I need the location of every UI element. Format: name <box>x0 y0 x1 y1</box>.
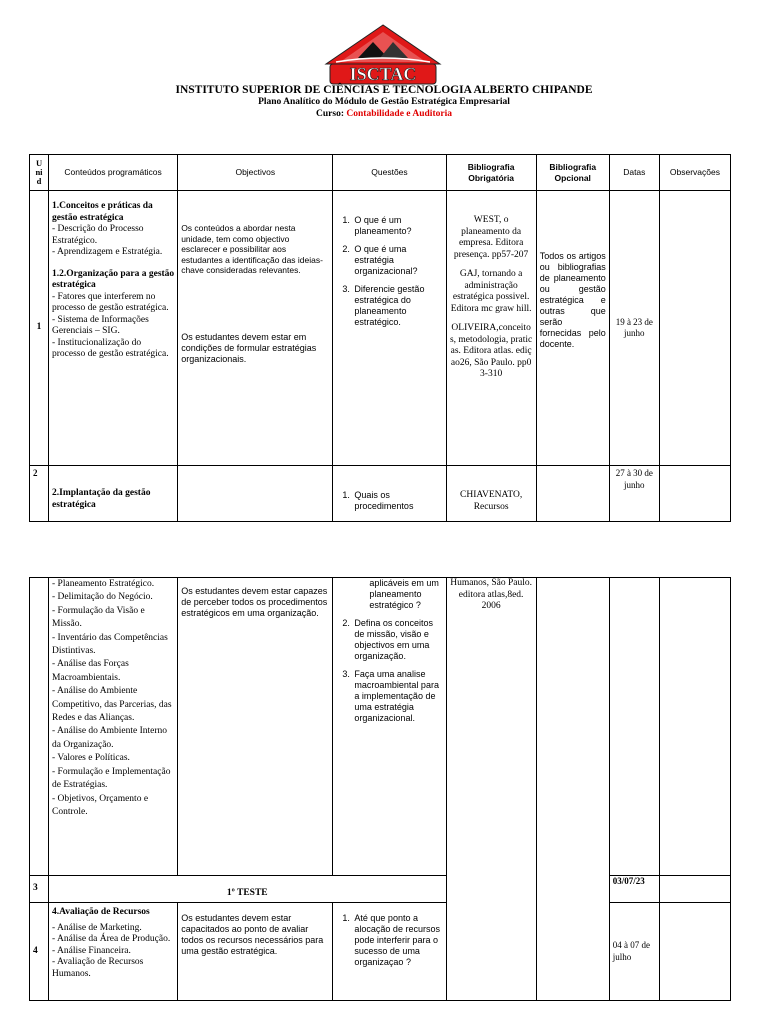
test-label: 1º TESTE <box>49 876 447 903</box>
questions-cell <box>333 578 446 876</box>
unit-number: 4 <box>30 903 49 1001</box>
observations-cell <box>659 191 730 466</box>
unit-number: 2 <box>30 466 49 522</box>
bib-opc-text: Todos os artigos ou bibliografias de planeamento ou gestão estratégica e outras que serão fornecidas pelo docente. <box>539 251 606 349</box>
dates-cell: 03/07/23 <box>609 876 659 903</box>
content-item: - Fatores que interferem no processo de gestão estratégica. <box>52 291 169 313</box>
dates-cell: 04 à 07 de julho <box>609 903 659 1001</box>
bib-entry: GAJ, tornando a administração estratégica possivel. Editora mc graw hill. <box>450 269 532 314</box>
content-item: - Institucionalização do processo de gestão estratégica. <box>52 337 169 359</box>
content-item: - Descrição do Processo Estratégico. <box>52 224 144 246</box>
plan-table-part-1 <box>29 154 731 522</box>
dates-cell: 27 à 30 de junho <box>609 466 659 522</box>
institute-title: INSTITUTO SUPERIOR DE CIÊNCIAS E TECNOLOGIA ALBERTO CHIPANDE <box>175 84 593 96</box>
col-objectives-header: Objectivos <box>178 155 333 191</box>
contents-cell <box>49 903 178 1001</box>
content-title: 4.Avaliação de Recursos <box>52 907 150 917</box>
content-title: 1.2.Organização para a gestão estratégica <box>52 268 175 290</box>
objective-text: Os estudantes devem estar em condições de formular estratégias organizacionais. <box>181 331 317 364</box>
content-item: - Análise das Forças Macroambientais. <box>52 659 129 683</box>
bib-entry: OLIVEIRA,conceitos, metodologia, praticas. Editora atlas. ediçao26, São Paulo. pp03-310 <box>449 323 533 379</box>
contents-cell <box>49 578 178 876</box>
bib-opc-cell <box>536 191 609 466</box>
question-item: 1. Quais os procedimentos <box>352 490 442 512</box>
question-item: 1. O que é um planeamento? <box>352 215 442 237</box>
bib-entry: WEST, o planeamento da empresa. Editora presença. pp57-207 <box>453 215 529 260</box>
question-item: 3. Faça uma analise macroambiental para a implementação de uma estratégia organizacional. <box>352 669 442 724</box>
questions-cell <box>333 191 446 466</box>
unit-number <box>30 578 49 876</box>
col-bib-obrig-header: Bibliografia Obrigatória <box>446 155 536 191</box>
question-item: 2. Defina os conceitos de missão, visão e objectivos em uma organização. <box>352 618 442 662</box>
table-row-unit-3 <box>30 876 731 903</box>
table-row-unit-2-cont <box>30 578 731 876</box>
observations-cell <box>659 903 730 1001</box>
content-item: - Análise do Ambiente Competitivo, das Parcerias, das Redes e das Alianças. <box>52 686 172 724</box>
content-item: - Planeamento Estratégico. <box>52 579 155 589</box>
table-row-unit-1 <box>30 191 731 466</box>
col-bib-opc-header: Bibliografia Opcional <box>536 155 609 191</box>
objectives-cell: Os estudantes devem estar capazes de perceber todos os procedimentos estratégicos em uma organização. <box>178 578 333 876</box>
bib-obrig-cell: Humanos, São Paulo. editora atlas,8ed. 2006 <box>446 578 536 1001</box>
col-observations-header: Observações <box>659 155 730 191</box>
contents-cell <box>49 191 178 466</box>
observations-cell <box>659 876 730 903</box>
question-item: 3. Diferencie gestão estratégica do planeamento estratégico. <box>352 284 442 328</box>
header-row <box>30 155 731 191</box>
question-item: 1. Até que ponto a alocação de recursos pode interferir para o sucesso de uma organizaçao ? <box>352 913 442 968</box>
course-line <box>0 109 768 119</box>
content-item: - Análise de Marketing. <box>52 922 142 933</box>
content-item: - Formulação e Implementação de Estratégias. <box>52 766 171 791</box>
content-item: - Objetivos, Orçamento e Controle. <box>52 793 149 817</box>
observations-cell <box>659 466 730 522</box>
table-row-unit-4 <box>30 903 731 1001</box>
course-label: Curso: <box>316 109 345 119</box>
table-row-unit-2 <box>30 466 731 522</box>
isctac-logo <box>318 22 448 88</box>
content-item: - Aprendizagem e Estratégia. <box>52 247 163 257</box>
dates-cell: 19 à 23 de junho <box>609 191 659 466</box>
content-item: - Delimitação do Negócio. <box>52 592 153 603</box>
bib-obrig-cell <box>446 191 536 466</box>
question-item: 2. O que é uma estratégia organizacional? <box>352 244 442 277</box>
content-item: - Análise da Área de Produção. <box>52 934 171 944</box>
observations-cell <box>659 578 730 876</box>
course-value: Contabilidade e Auditoria <box>346 109 452 119</box>
content-item: - Sistema de Informações Gerenciais – SIG. <box>52 314 149 336</box>
content-title: 1.Conceitos e práticas da gestão estratégica <box>52 201 153 223</box>
unit-number: 1 <box>30 191 49 466</box>
plan-title: Plano Analítico do Módulo de Gestão Estratégica Empresarial <box>258 97 510 107</box>
content-item: - Formulação da Visão e Missão. <box>52 605 145 630</box>
questions-cell <box>333 903 446 1001</box>
content-item: - Avaliação de Recursos Humanos. <box>52 957 144 979</box>
col-dates-header: Datas <box>609 155 659 191</box>
unit-number: 3 <box>30 876 49 903</box>
col-questions-header: Questões <box>333 155 446 191</box>
dates-cell <box>609 578 659 876</box>
plan-table-part-2 <box>29 577 731 1001</box>
questions-cell <box>333 466 446 522</box>
content-title: 2.Implantação da gestão estratégica <box>49 466 178 522</box>
objectives-cell <box>178 466 333 522</box>
content-item: - Análise Financeira. <box>52 945 131 956</box>
objectives-cell <box>178 191 333 466</box>
bib-opc-cell <box>536 578 609 1001</box>
col-contents-header: Conteúdos programáticos <box>49 155 178 191</box>
question-continued: aplicáveis em um planeamento estratégico ? <box>369 578 439 610</box>
content-item: - Valores e Políticas. <box>52 753 130 764</box>
content-item: - Inventário das Competências Distintivas. <box>52 632 168 657</box>
objectives-cell: Os estudantes devem estar capacitados ao ponto de avaliar todos os recursos necessários para uma gestão estratégica. <box>178 903 333 1001</box>
objective-text: Os conteúdos a abordar nesta unidade, tem como objectivo esclarecer e possibilitar aos estudantes a identificação das ideias-chave consideradas relevantes. <box>181 223 323 275</box>
content-item: - Análise do Ambiente Interno da Organização. <box>52 726 168 750</box>
logo-text: ISCTAC <box>349 64 417 84</box>
bib-opc-cell <box>536 466 609 522</box>
col-unit-header: U ni d <box>30 155 49 191</box>
bib-obrig-cell: CHIAVENATO, Recursos <box>446 466 536 522</box>
